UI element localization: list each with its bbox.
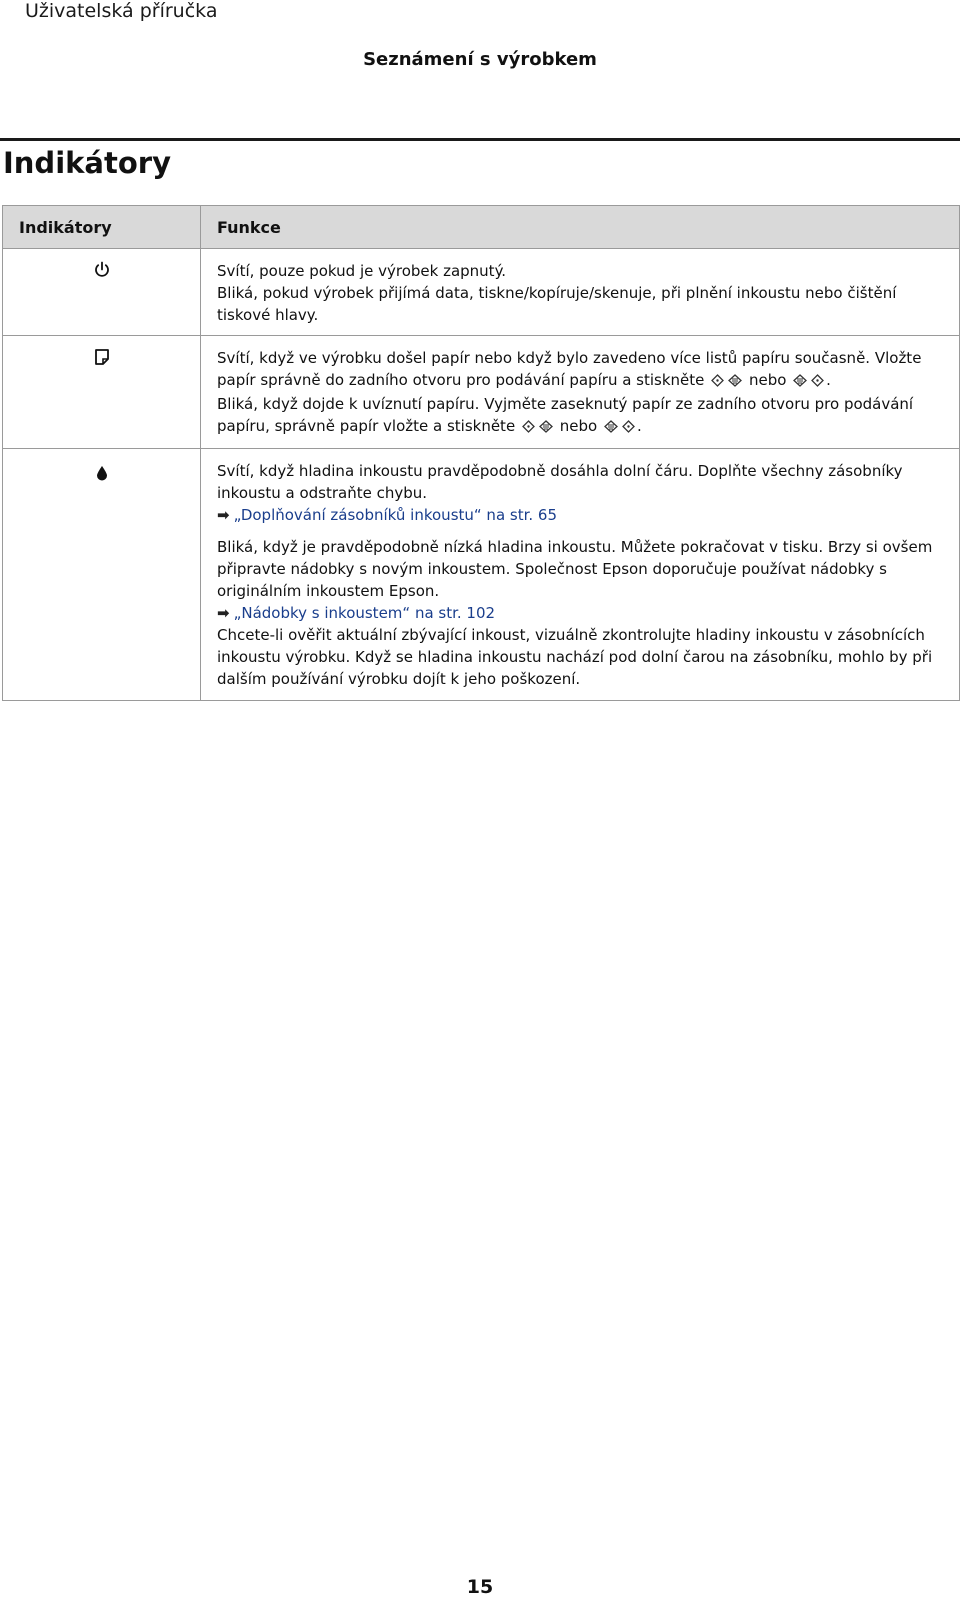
start-button-icon [811,371,824,393]
arrow-right-icon: ➡ [217,604,230,622]
link-refill-ink[interactable]: „Doplňování zásobníků inkoustu“ na str. 65 [233,506,558,524]
cross-reference [217,602,951,624]
document-title: Uživatelská příručka [25,0,218,22]
arrow-right-icon: ➡ [217,506,230,524]
indicator-cell [3,249,201,336]
indicator-cell [3,449,201,701]
chapter-title: Seznámení s výrobkem [363,49,597,70]
description-text: Svítí, když ve výrobku došel papír nebo když bylo zavedeno více listů papíru současně. Vložte papír správně do zadního otvoru pro podávání papíru a stiskněte [217,349,922,389]
column-header-indicators: Indikátory [3,206,201,249]
ink-drop-icon [96,465,108,481]
start-button-icon [622,417,635,439]
description-text: Chcete-li ověřit aktuální zbývající inkoust, vizuálně zkontrolujte hladiny inkoustu v zásobnících inkoustu výrobku. Když se hladina inkoustu nachází pod dolní čarou na zásobníku, mohlo by při dalším používání výrobku dojít k jeho poškození. [217,626,933,688]
description-text: . [636,417,642,435]
description-text: Bliká, když je pravděpodobně nízká hladina inkoustu. Můžete pokračovat v tisku. Brzy si ovšem připravte nádobky s novým inkoustem. Společnost Epson doporučuje používat nádobky s originálním inkoustem Epson. [217,538,933,600]
page-number: 15 [466,1576,494,1598]
function-cell [201,249,960,336]
copy-button-icon [539,417,553,439]
section-title: Indikátory [3,146,171,180]
description-text: . [826,371,831,389]
description-text: Bliká, když dojde k uvíznutí papíru. Vyjměte zaseknutý papír ze zadního otvoru pro podávání papíru, správně papír vložte a stiskněte [217,395,914,435]
copy-button-icon [793,371,807,393]
description-text: Svítí, když hladina inkoustu pravděpodobně dosáhla dolní čáru. Doplňte všechny zásobníky inkoustu a odstraňte chybu. [217,462,903,502]
description-text: nebo [748,371,787,389]
column-header-function: Funkce [201,206,960,249]
description-text: nebo [559,417,598,435]
copy-button-icon [604,417,618,439]
link-ink-bottles[interactable]: „Nádobky s inkoustem“ na str. 102 [233,604,496,622]
description-text: Svítí, pouze pokud je výrobek zapnutý. [217,262,507,280]
indicators-table [2,205,960,701]
indicator-cell [3,336,201,449]
description-text [217,393,951,439]
section-divider [0,138,960,141]
table-row [3,336,960,449]
power-icon [93,261,111,279]
start-button-icon [522,417,535,439]
paper-icon [94,348,110,366]
function-cell [201,336,960,449]
start-button-icon [711,371,724,393]
table-row [3,249,960,336]
function-cell [201,449,960,701]
table-row [3,449,960,701]
description-text: Bliká, pokud výrobek přijímá data, tiskne/kopíruje/skenuje, při plnění inkoustu nebo čištění tiskové hlavy. [217,284,897,324]
copy-button-icon [728,371,742,393]
table-header-row [3,206,960,249]
cross-reference [217,504,951,526]
description-text [217,347,951,393]
